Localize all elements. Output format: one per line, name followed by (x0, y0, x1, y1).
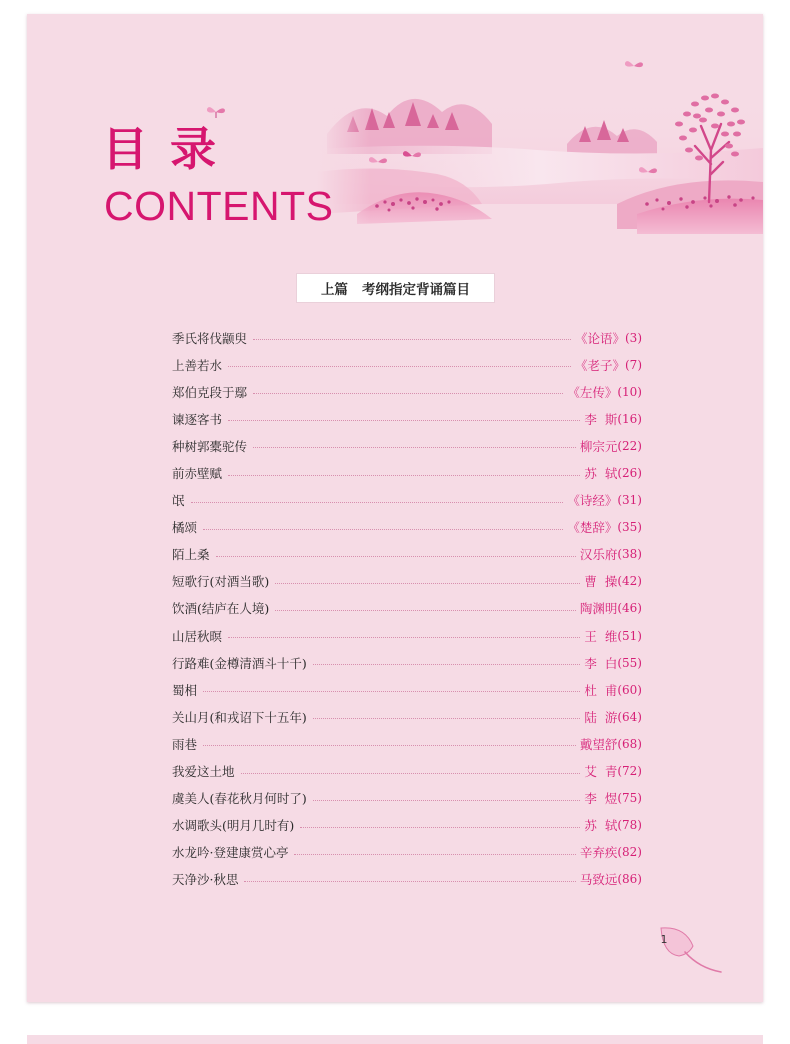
toc-entry[interactable] (172, 866, 642, 893)
toc-entry-title: 天净沙·秋思 (172, 872, 239, 888)
toc-entry-page: (72) (617, 764, 642, 779)
toc-entry-title: 我爱这土地 (172, 764, 235, 780)
toc-entry-source: 苏 轼 (584, 466, 618, 482)
toc-entry-source: 《诗经》 (567, 493, 618, 509)
toc-entry-title: 山居秋暝 (172, 628, 223, 644)
next-page-edge (27, 1035, 763, 1044)
toc-entry-page: (82) (617, 845, 642, 860)
dot-leader (203, 690, 580, 692)
toc-entry-source: 苏 轼 (584, 818, 618, 834)
toc-entry[interactable] (172, 676, 642, 703)
toc-entry[interactable] (172, 649, 642, 676)
toc-entry-source: 李 斯 (584, 411, 618, 427)
dot-leader (228, 365, 571, 367)
dot-leader (253, 446, 576, 448)
toc-entry-title: 雨巷 (172, 736, 198, 752)
toc-entry[interactable] (172, 324, 642, 351)
toc-entry[interactable] (172, 622, 642, 649)
toc-entry-page: (64) (617, 709, 642, 724)
toc-entry-title: 陌上桑 (172, 547, 210, 563)
dot-leader (275, 582, 580, 584)
page-heading (102, 122, 334, 230)
toc-entry-source: 汉乐府 (579, 547, 618, 563)
dot-leader (228, 474, 580, 476)
toc-entry-page: (22) (617, 438, 642, 453)
dot-leader (241, 772, 581, 774)
dot-leader (300, 826, 580, 828)
page-number: 1 (660, 933, 668, 946)
toc-entry-title: 虞美人(春花秋月何时了) (172, 791, 307, 807)
butterfly-icon (401, 148, 423, 164)
toc-entry[interactable] (172, 405, 642, 432)
toc-entry[interactable] (172, 812, 642, 839)
toc-entry-title: 种树郭橐驼传 (172, 438, 248, 454)
toc-entry-source: 陶渊明 (579, 601, 618, 617)
landscape-illustration (317, 54, 763, 234)
toc-entry-source: 马致远 (579, 872, 618, 888)
toc-entry-title: 郑伯克段于鄢 (172, 384, 248, 400)
heading-english: CONTENTS (104, 183, 334, 229)
dot-leader (216, 555, 576, 557)
toc-entry-page: (75) (617, 791, 642, 806)
dot-leader (313, 663, 581, 665)
table-of-contents (172, 324, 642, 893)
toc-entry-source: 曹 操 (584, 574, 618, 590)
toc-entry-source: 陆 游 (584, 709, 618, 725)
toc-entry-page: (38) (617, 547, 642, 562)
toc-entry-source: 《老子》 (574, 357, 625, 373)
toc-entry[interactable] (172, 378, 642, 405)
toc-entry[interactable] (172, 487, 642, 514)
butterfly-icon (367, 154, 389, 170)
dot-leader (228, 419, 580, 421)
toc-entry-title: 水调歌头(明月几时有) (172, 818, 295, 834)
toc-entry-title: 谏逐客书 (172, 411, 223, 427)
toc-entry-source: 《论语》 (574, 330, 625, 346)
toc-entry-title: 短歌行(对酒当歌) (172, 574, 270, 590)
toc-entry[interactable] (172, 351, 642, 378)
toc-entry-source: 李 煜 (584, 791, 618, 807)
toc-entry-page: (10) (617, 384, 642, 399)
toc-entry[interactable] (172, 459, 642, 486)
toc-entry-title: 饮酒(结庐在人境) (172, 601, 270, 617)
toc-entry-source: 《楚辞》 (567, 520, 618, 536)
toc-entry[interactable] (172, 785, 642, 812)
dot-leader (253, 392, 563, 394)
dot-leader (313, 717, 581, 719)
toc-entry-source: 李 白 (584, 655, 618, 671)
toc-entry[interactable] (172, 758, 642, 785)
toc-entry[interactable] (172, 730, 642, 757)
dot-leader (244, 880, 575, 882)
toc-entry[interactable] (172, 432, 642, 459)
toc-entry-source: 艾 青 (584, 764, 618, 780)
toc-entry[interactable] (172, 541, 642, 568)
dot-leader (313, 799, 581, 801)
toc-entry-title: 关山月(和戎诏下十五年) (172, 709, 307, 725)
section-title: 上篇 考纲指定背诵篇目 (296, 273, 495, 303)
toc-entry-page: (16) (617, 411, 642, 426)
toc-entry-page: (35) (617, 520, 642, 535)
toc-entry-page: (7) (625, 357, 642, 372)
toc-entry-source: 辛弃疾 (579, 845, 618, 861)
toc-entry[interactable] (172, 514, 642, 541)
toc-entry-source: 戴望舒 (579, 736, 618, 752)
toc-entry-page: (68) (617, 736, 642, 751)
toc-entry-page: (42) (617, 574, 642, 589)
toc-entry-page: (55) (617, 655, 642, 670)
toc-entry-page: (3) (625, 330, 642, 345)
toc-entry-page: (31) (617, 493, 642, 508)
toc-entry-title: 上善若水 (172, 357, 223, 373)
toc-entry-title: 前赤壁赋 (172, 466, 223, 482)
toc-entry-page: (60) (617, 682, 642, 697)
toc-entry-title: 橘颂 (172, 520, 198, 536)
butterfly-icon (637, 164, 659, 180)
dot-leader (275, 609, 576, 611)
toc-entry[interactable] (172, 568, 642, 595)
dot-leader (203, 528, 563, 530)
dot-leader (203, 744, 576, 746)
dot-leader (294, 853, 575, 855)
book-page (27, 14, 763, 1002)
butterfly-icon (623, 58, 645, 74)
toc-entry-source: 《左传》 (567, 384, 618, 400)
toc-entry-source: 王 维 (584, 628, 618, 644)
toc-entry-title: 水龙吟·登建康赏心亭 (172, 845, 289, 861)
dot-leader (191, 501, 564, 503)
toc-entry[interactable] (172, 839, 642, 866)
toc-entry-title: 氓 (172, 493, 185, 509)
toc-entry[interactable] (172, 703, 642, 730)
butterfly-icon (205, 104, 227, 120)
toc-entry-page: (78) (617, 818, 642, 833)
toc-entry[interactable] (172, 595, 642, 622)
toc-entry-page: (51) (617, 628, 642, 643)
toc-entry-title: 行路难(金樽清酒斗十千) (172, 655, 307, 671)
dot-leader (228, 636, 580, 638)
toc-entry-title: 季氏将伐颛臾 (172, 330, 248, 346)
toc-entry-page: (26) (617, 466, 642, 481)
toc-entry-source: 柳宗元 (579, 438, 618, 454)
dot-leader (253, 338, 571, 340)
toc-entry-page: (46) (617, 601, 642, 616)
toc-entry-page: (86) (617, 872, 642, 887)
heading-chinese: 目录 (102, 122, 238, 176)
toc-entry-title: 蜀相 (172, 682, 198, 698)
toc-entry-source: 杜 甫 (584, 682, 618, 698)
